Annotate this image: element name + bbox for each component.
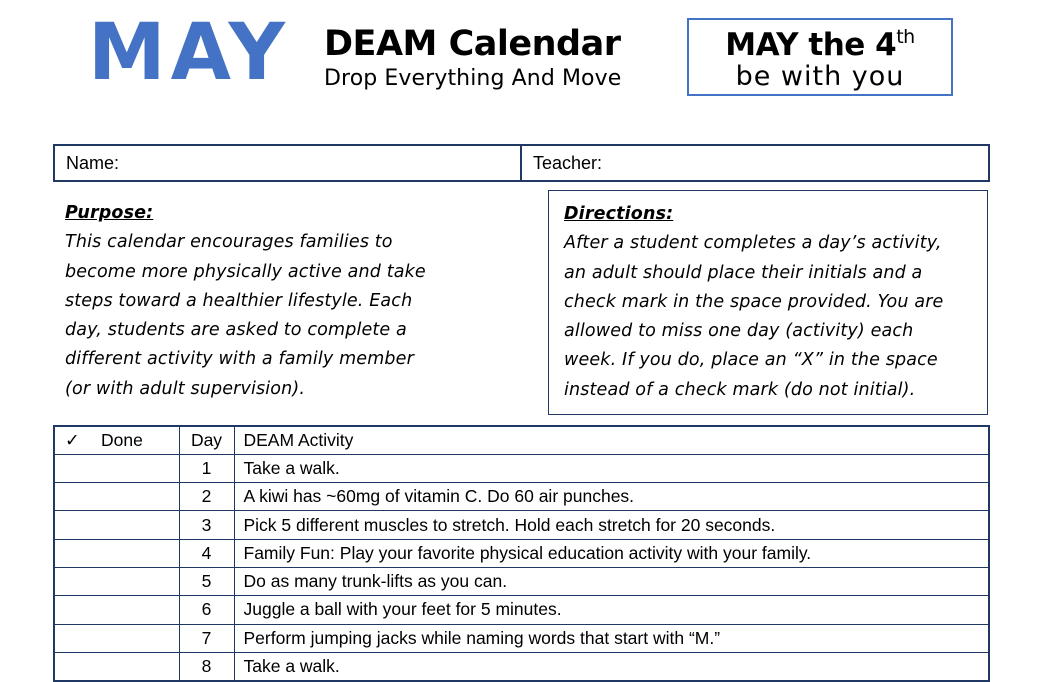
badge-sub-line: be with you (735, 61, 905, 92)
day-cell: 3 (179, 511, 234, 539)
activity-cell: Perform jumping jacks while naming words that start with “M.” (234, 624, 989, 652)
purpose-text: This calendar encourages families to become more physically active and take steps toward a healthier lifestyle. Each day, students are asked to complete a different activity with a family member (or with adult supervision). (65, 232, 426, 399)
activity-cell: Take a walk. (234, 454, 989, 482)
activity-cell: A kiwi has ~60mg of vitamin C. Do 60 air punches. (234, 483, 989, 511)
teacher-field[interactable]: Teacher: (533, 153, 603, 173)
done-cell[interactable] (54, 511, 179, 539)
done-cell[interactable] (54, 483, 179, 511)
directions-box (548, 190, 988, 415)
activity-cell: Do as many trunk-lifts as you can. (234, 567, 989, 595)
day-cell: 8 (179, 652, 234, 680)
table-row (54, 454, 989, 482)
day-cell: 1 (179, 454, 234, 482)
table-row (54, 567, 989, 595)
done-cell[interactable] (54, 454, 179, 482)
done-cell[interactable] (54, 652, 179, 680)
activity-column-header: DEAM Activity (234, 426, 989, 454)
done-cell[interactable] (54, 567, 179, 595)
table-row (54, 511, 989, 539)
activity-cell: Pick 5 different muscles to stretch. Hold each stretch for 20 seconds. (234, 511, 989, 539)
calendar-subtitle: Drop Everything And Move (324, 66, 622, 91)
done-header-label: Done (101, 429, 143, 450)
activity-table (53, 425, 990, 682)
info-table (53, 144, 990, 182)
day-column-header: Day (179, 426, 234, 454)
activity-cell: Family Fun: Play your favorite physical education activity with your family. (234, 539, 989, 567)
done-column-header (54, 426, 179, 454)
directions-text: After a student completes a day’s activity, an adult should place their initials and a check mark in the space provided. You are allowed to miss one day (activity) each week. If you do, place an “X” in the space instead of a check mark (do not initial). (564, 233, 944, 400)
day-cell: 6 (179, 596, 234, 624)
done-cell[interactable] (54, 539, 179, 567)
table-row (54, 539, 989, 567)
name-field[interactable]: Name: (55, 146, 522, 180)
may-the-4th-badge (687, 18, 953, 96)
table-row (54, 483, 989, 511)
table-row (54, 596, 989, 624)
table-row (54, 652, 989, 680)
day-cell: 4 (179, 539, 234, 567)
badge-superscript: th (896, 26, 915, 48)
directions-heading: Directions: (564, 204, 674, 224)
done-cell[interactable] (54, 596, 179, 624)
done-cell[interactable] (54, 624, 179, 652)
table-row (54, 624, 989, 652)
table-header-row (54, 426, 989, 454)
activity-cell: Take a walk. (234, 652, 989, 680)
day-cell: 2 (179, 483, 234, 511)
checkmark-icon: ✓ (65, 429, 80, 450)
purpose-section (65, 199, 525, 404)
day-cell: 7 (179, 624, 234, 652)
activity-cell: Juggle a ball with your feet for 5 minutes. (234, 596, 989, 624)
month-title: MAY (88, 8, 291, 98)
badge-main-text: MAY the 4 (725, 27, 897, 63)
calendar-title: DEAM Calendar (324, 24, 621, 64)
purpose-heading: Purpose: (65, 203, 154, 223)
badge-main-line (689, 27, 951, 63)
day-cell: 5 (179, 567, 234, 595)
